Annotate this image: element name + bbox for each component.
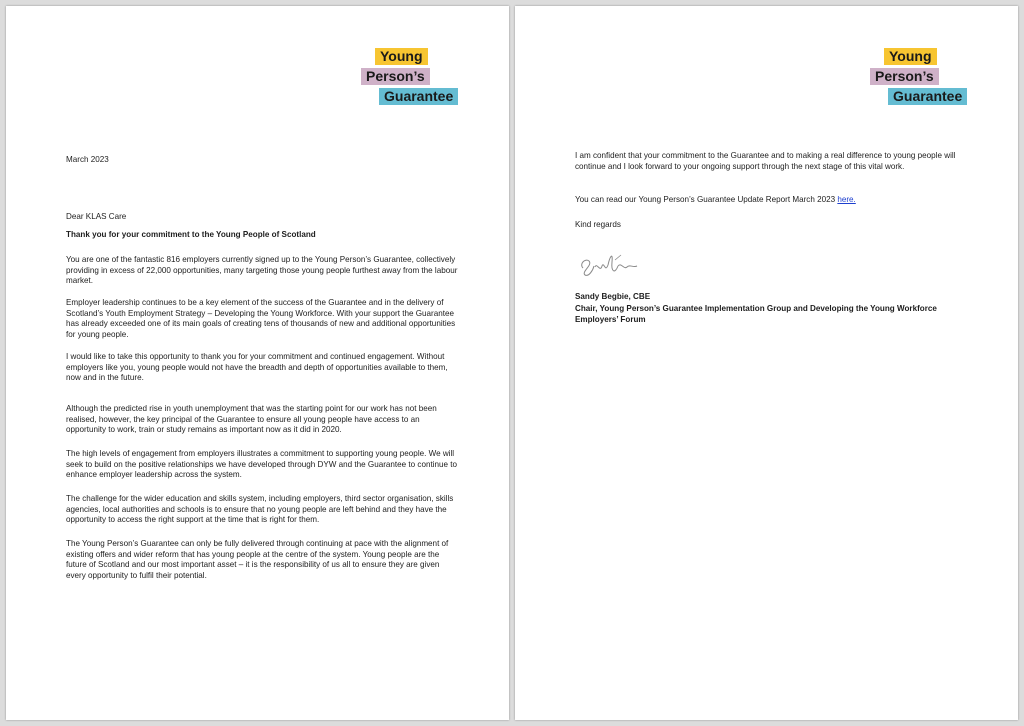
report-paragraph xyxy=(575,195,970,206)
logo-line-persons: Person’s xyxy=(870,68,939,85)
letter-paragraph-3: I would like to take this opportunity to thank you for your commitment and continued engagement. Without employers like you, young people would not have the breadth and depth of opportunities available to them, now and in the future. xyxy=(66,352,448,383)
logo-line-guarantee: Guarantee xyxy=(888,88,967,105)
young-persons-guarantee-logo xyxy=(361,48,461,114)
document-page-1 xyxy=(6,6,509,720)
report-link[interactable]: here. xyxy=(837,195,856,204)
letter-closing: Kind regards xyxy=(575,220,621,229)
letter-paragraph-7: The Young Person’s Guarantee can only be fully delivered through continuing at pace with the alignment of existing offers and wider reform that has young people at the centre of the system. Young people are the future of Scotland and our most important asset – it is the responsibility of us all to ensure they are given every opportunity to fulfil their potential. xyxy=(66,539,449,580)
logo-line-guarantee: Guarantee xyxy=(379,88,458,105)
letter-paragraph-6: The challenge for the wider education and skills system, including employers, third sector organisation, skills agencies, local authorities and schools is to ensure that no young people are left behind and they have the opportunity to access the right support at the time that is right for them. xyxy=(66,494,454,525)
signer-name: Sandy Begbie, CBE xyxy=(575,292,651,301)
young-persons-guarantee-logo xyxy=(870,48,970,114)
letter-date: March 2023 xyxy=(66,155,109,164)
logo-line-young: Young xyxy=(375,48,428,65)
letter-salutation: Dear KLAS Care xyxy=(66,212,127,221)
signer-title: Chair, Young Person’s Guarantee Implementation Group and Developing the Young Workforce Employers’ Forum xyxy=(575,304,937,324)
letter-paragraph-4: Although the predicted rise in youth unemployment that was the starting point for our work has not been realised, however, the key principal of the Guarantee to ensure all young people have access to an opportunity to work, train or study remains as important now as it did in 2020. xyxy=(66,404,437,435)
handwritten-signature xyxy=(575,246,647,280)
letter-heading: Thank you for your commitment to the Young People of Scotland xyxy=(66,230,316,239)
logo-line-young: Young xyxy=(884,48,937,65)
logo-line-persons: Person’s xyxy=(361,68,430,85)
letter-paragraph-confidence: I am confident that your commitment to the Guarantee and to making a real difference to young people will continue and I look forward to your ongoing support through the next stage of this vital work. xyxy=(575,151,956,171)
letter-paragraph-5: The high levels of engagement from employers illustrates a commitment to supporting young people. We will seek to build on the positive relationships we have developed through DYW and the Guarantee to continue to enhance employer leadership across the system. xyxy=(66,449,458,480)
report-text: You can read our Young Person’s Guarantee Update Report March 2023 xyxy=(575,195,836,204)
letter-paragraph-1: You are one of the fantastic 816 employers currently signed up to the Young Person’s Guarantee, collectively providing in excess of 22,000 opportunities, many targeting those young people furthest away from the labour market. xyxy=(66,255,458,286)
letter-paragraph-2: Employer leadership continues to be a key element of the success of the Guarantee and in the delivery of Scotland’s Youth Employment Strategy – Developing the Young Workforce. With your support the Guarantee has already exceeded one of its main goals of creating tens of thousands of new and additional opportunities for young people. xyxy=(66,298,456,339)
document-page-2 xyxy=(515,6,1018,720)
